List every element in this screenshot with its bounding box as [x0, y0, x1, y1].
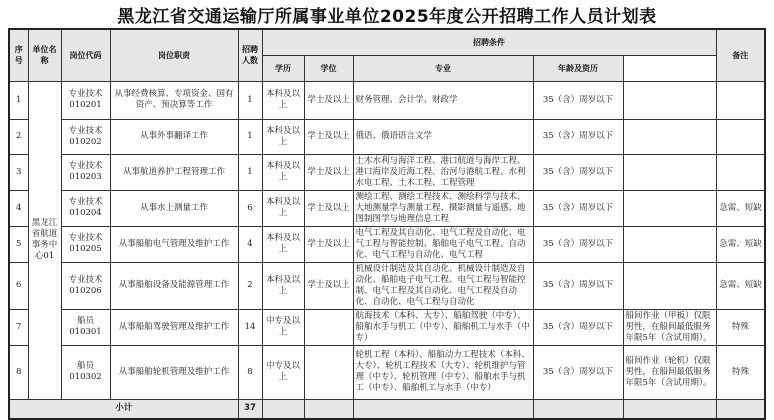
cell-seq: 4 — [9, 190, 28, 226]
cell-degree: 学士及以上 — [304, 262, 353, 309]
cell-major: 测绘工程、测绘工程技术、测绘科学与技术、大地测量学与测量工程、摄影测量与遥感、地图制图学与地理信息工程 — [353, 190, 533, 226]
cell-note — [623, 154, 716, 190]
cell-age: 35（含）周岁以下 — [533, 345, 623, 399]
cell-code: 专业技术010202 — [61, 119, 110, 154]
cell-note: 船间作业（轮机）仅限男性，在船间最低服务年限5年（含试用期）。 — [623, 345, 716, 399]
cell-education: 本科及以上 — [262, 119, 304, 154]
cell-degree: 学士及以上 — [304, 190, 353, 226]
cell-age: 35（含）周岁以下 — [533, 190, 623, 226]
cell-count: 8 — [238, 345, 262, 399]
cell-seq: 5 — [9, 226, 28, 262]
cell-note — [623, 262, 716, 309]
cell-tag: 急需、短缺 — [716, 262, 765, 309]
cell-major: 财务管理、会计学、财政学 — [353, 81, 533, 119]
cell-major: 航海技术（本科、大专）、船舶驾驶（中专）、船舶水手与机工（中专）、船舶机工与水手（中专） — [353, 309, 533, 345]
cell-code: 专业技术010204 — [61, 190, 110, 226]
cell-age: 35（含）周岁以下 — [533, 262, 623, 309]
cell-tag — [716, 81, 765, 119]
cell-note — [623, 81, 716, 119]
cell-tag: 特殊 — [716, 309, 765, 345]
table-row — [9, 345, 765, 399]
empty-cell — [353, 399, 533, 419]
table-row — [9, 81, 765, 119]
cell-code: 船员010302 — [61, 345, 110, 399]
cell-count: 1 — [238, 81, 262, 119]
cell-education: 中专及以上 — [262, 345, 304, 399]
cell-age: 35（含）周岁以下 — [533, 119, 623, 154]
cell-duty: 从事水上测量工作 — [110, 190, 238, 226]
subtotal-count: 37 — [238, 399, 262, 419]
cell-tag: 特殊 — [716, 345, 765, 399]
cell-count: 14 — [238, 309, 262, 345]
cell-age: 35（含）周岁以下 — [533, 309, 623, 345]
cell-major: 俄语、俄语语言文学 — [353, 119, 533, 154]
cell-duty: 从事经费核算、专项资金、国有资产、预决算等工作 — [110, 81, 238, 119]
header-unit: 单位名称 — [28, 29, 61, 81]
cell-degree: 学士及以上 — [304, 226, 353, 262]
cell-seq: 8 — [9, 345, 28, 399]
cell-degree — [304, 309, 353, 345]
empty-cell — [262, 399, 304, 419]
cell-count: 2 — [238, 262, 262, 309]
cell-code: 专业技术010203 — [61, 154, 110, 190]
cell-tag — [716, 119, 765, 154]
cell-major: 机械设计制造及其自动化、机械设计制造及自动化、船舶电子电气工程、电气工程与智能控制、电气工程及其自动化、电气工程及自动化、自动化、电气工程与自动化 — [353, 262, 533, 309]
cell-degree: 学士及以上 — [304, 154, 353, 190]
cell-seq: 1 — [9, 81, 28, 119]
cell-note — [623, 119, 716, 154]
cell-code: 船员010301 — [61, 309, 110, 345]
cell-age: 35（含）周岁以下 — [533, 154, 623, 190]
header-major: 专业 — [353, 55, 533, 81]
header-education: 学历 — [262, 55, 304, 81]
cell-duty: 从事船舶电气管理及维护工作 — [110, 226, 238, 262]
empty-cell — [533, 399, 623, 419]
table-row — [9, 154, 765, 190]
header-age: 年龄及资历 — [533, 55, 623, 81]
cell-seq: 2 — [9, 119, 28, 154]
cell-education: 本科及以上 — [262, 154, 304, 190]
cell-count: 1 — [238, 119, 262, 154]
cell-duty: 从事船舶轮机管理及维护工作 — [110, 345, 238, 399]
cell-count: 6 — [238, 190, 262, 226]
empty-cell — [716, 399, 765, 419]
table-row — [9, 119, 765, 154]
cell-code: 专业技术010206 — [61, 262, 110, 309]
cell-education: 本科及以上 — [262, 262, 304, 309]
cell-code: 专业技术010201 — [61, 81, 110, 119]
cell-seq: 3 — [9, 154, 28, 190]
cell-education: 本科及以上 — [262, 81, 304, 119]
recruitment-plan-table — [8, 28, 766, 420]
cell-degree: 学士及以上 — [304, 81, 353, 119]
header-degree: 学位 — [304, 55, 353, 81]
page-title: 黑龙江省交通运输厅所属事业单位2025年度公开招聘工作人员计划表 — [117, 7, 657, 27]
cell-count: 1 — [238, 154, 262, 190]
cell-note: 船间作业（甲板）仅限男性，在船间最低服务年限5年（含试用期）。 — [623, 309, 716, 345]
header-seq: 序号 — [9, 29, 28, 81]
cell-age: 35（含）周岁以下 — [533, 226, 623, 262]
subtotal-label: 小计 — [9, 399, 238, 419]
cell-seq: 7 — [9, 309, 28, 345]
cell-duty: 从事船舶设备及能源管理工作 — [110, 262, 238, 309]
header-remarks: 备注 — [716, 29, 765, 81]
cell-education: 本科及以上 — [262, 190, 304, 226]
header-duty: 岗位职责 — [110, 29, 238, 81]
cell-tag: 急需、短缺 — [716, 190, 765, 226]
cell-degree: 学士及以上 — [304, 119, 353, 154]
table-row — [9, 190, 765, 226]
empty-cell — [623, 399, 716, 419]
cell-major: 轮机工程（本科）、船舶动力工程技术（本科、大专）、轮机工程技术（大专）、轮机维护与管理（中专）、轮机管理（中专）、船舶水手与机工（中专）、船舶机工与水手（中专） — [353, 345, 533, 399]
empty-cell — [304, 399, 353, 419]
cell-note — [623, 226, 716, 262]
table-row — [9, 226, 765, 262]
table-row — [9, 309, 765, 345]
cell-unit: 黑龙江省航道事务中心01 — [28, 81, 61, 399]
cell-tag — [716, 154, 765, 190]
table-row — [9, 262, 765, 309]
cell-education: 中专及以上 — [262, 309, 304, 345]
header-conditions: 招聘条件 — [262, 29, 716, 55]
cell-degree — [304, 345, 353, 399]
cell-duty: 从事外事翻译工作 — [110, 119, 238, 154]
cell-duty: 从事船舶驾驶管理及维护工作 — [110, 309, 238, 345]
cell-major: 电气工程及其自动化、电气工程及自动化、电气工程与智能控制、船舶电子电气工程、自动化、电气工程与自动化、电气工程 — [353, 226, 533, 262]
header-code: 岗位代码 — [61, 29, 110, 81]
cell-major: 土木水利与海洋工程、港口航道与海岸工程、港口海岸及近海工程、治河与港航工程、水利水电工程、土木工程、工程管理 — [353, 154, 533, 190]
cell-duty: 从事航道养护工程管理工作 — [110, 154, 238, 190]
cell-education: 本科及以上 — [262, 226, 304, 262]
cell-tag: 急需、短缺 — [716, 226, 765, 262]
header-count: 招聘人数 — [238, 29, 262, 81]
cell-note — [623, 190, 716, 226]
cell-code: 专业技术010205 — [61, 226, 110, 262]
subtotal-row — [9, 399, 765, 419]
cell-count: 4 — [238, 226, 262, 262]
cell-age: 35（含）周岁以下 — [533, 81, 623, 119]
cell-seq: 6 — [9, 262, 28, 309]
